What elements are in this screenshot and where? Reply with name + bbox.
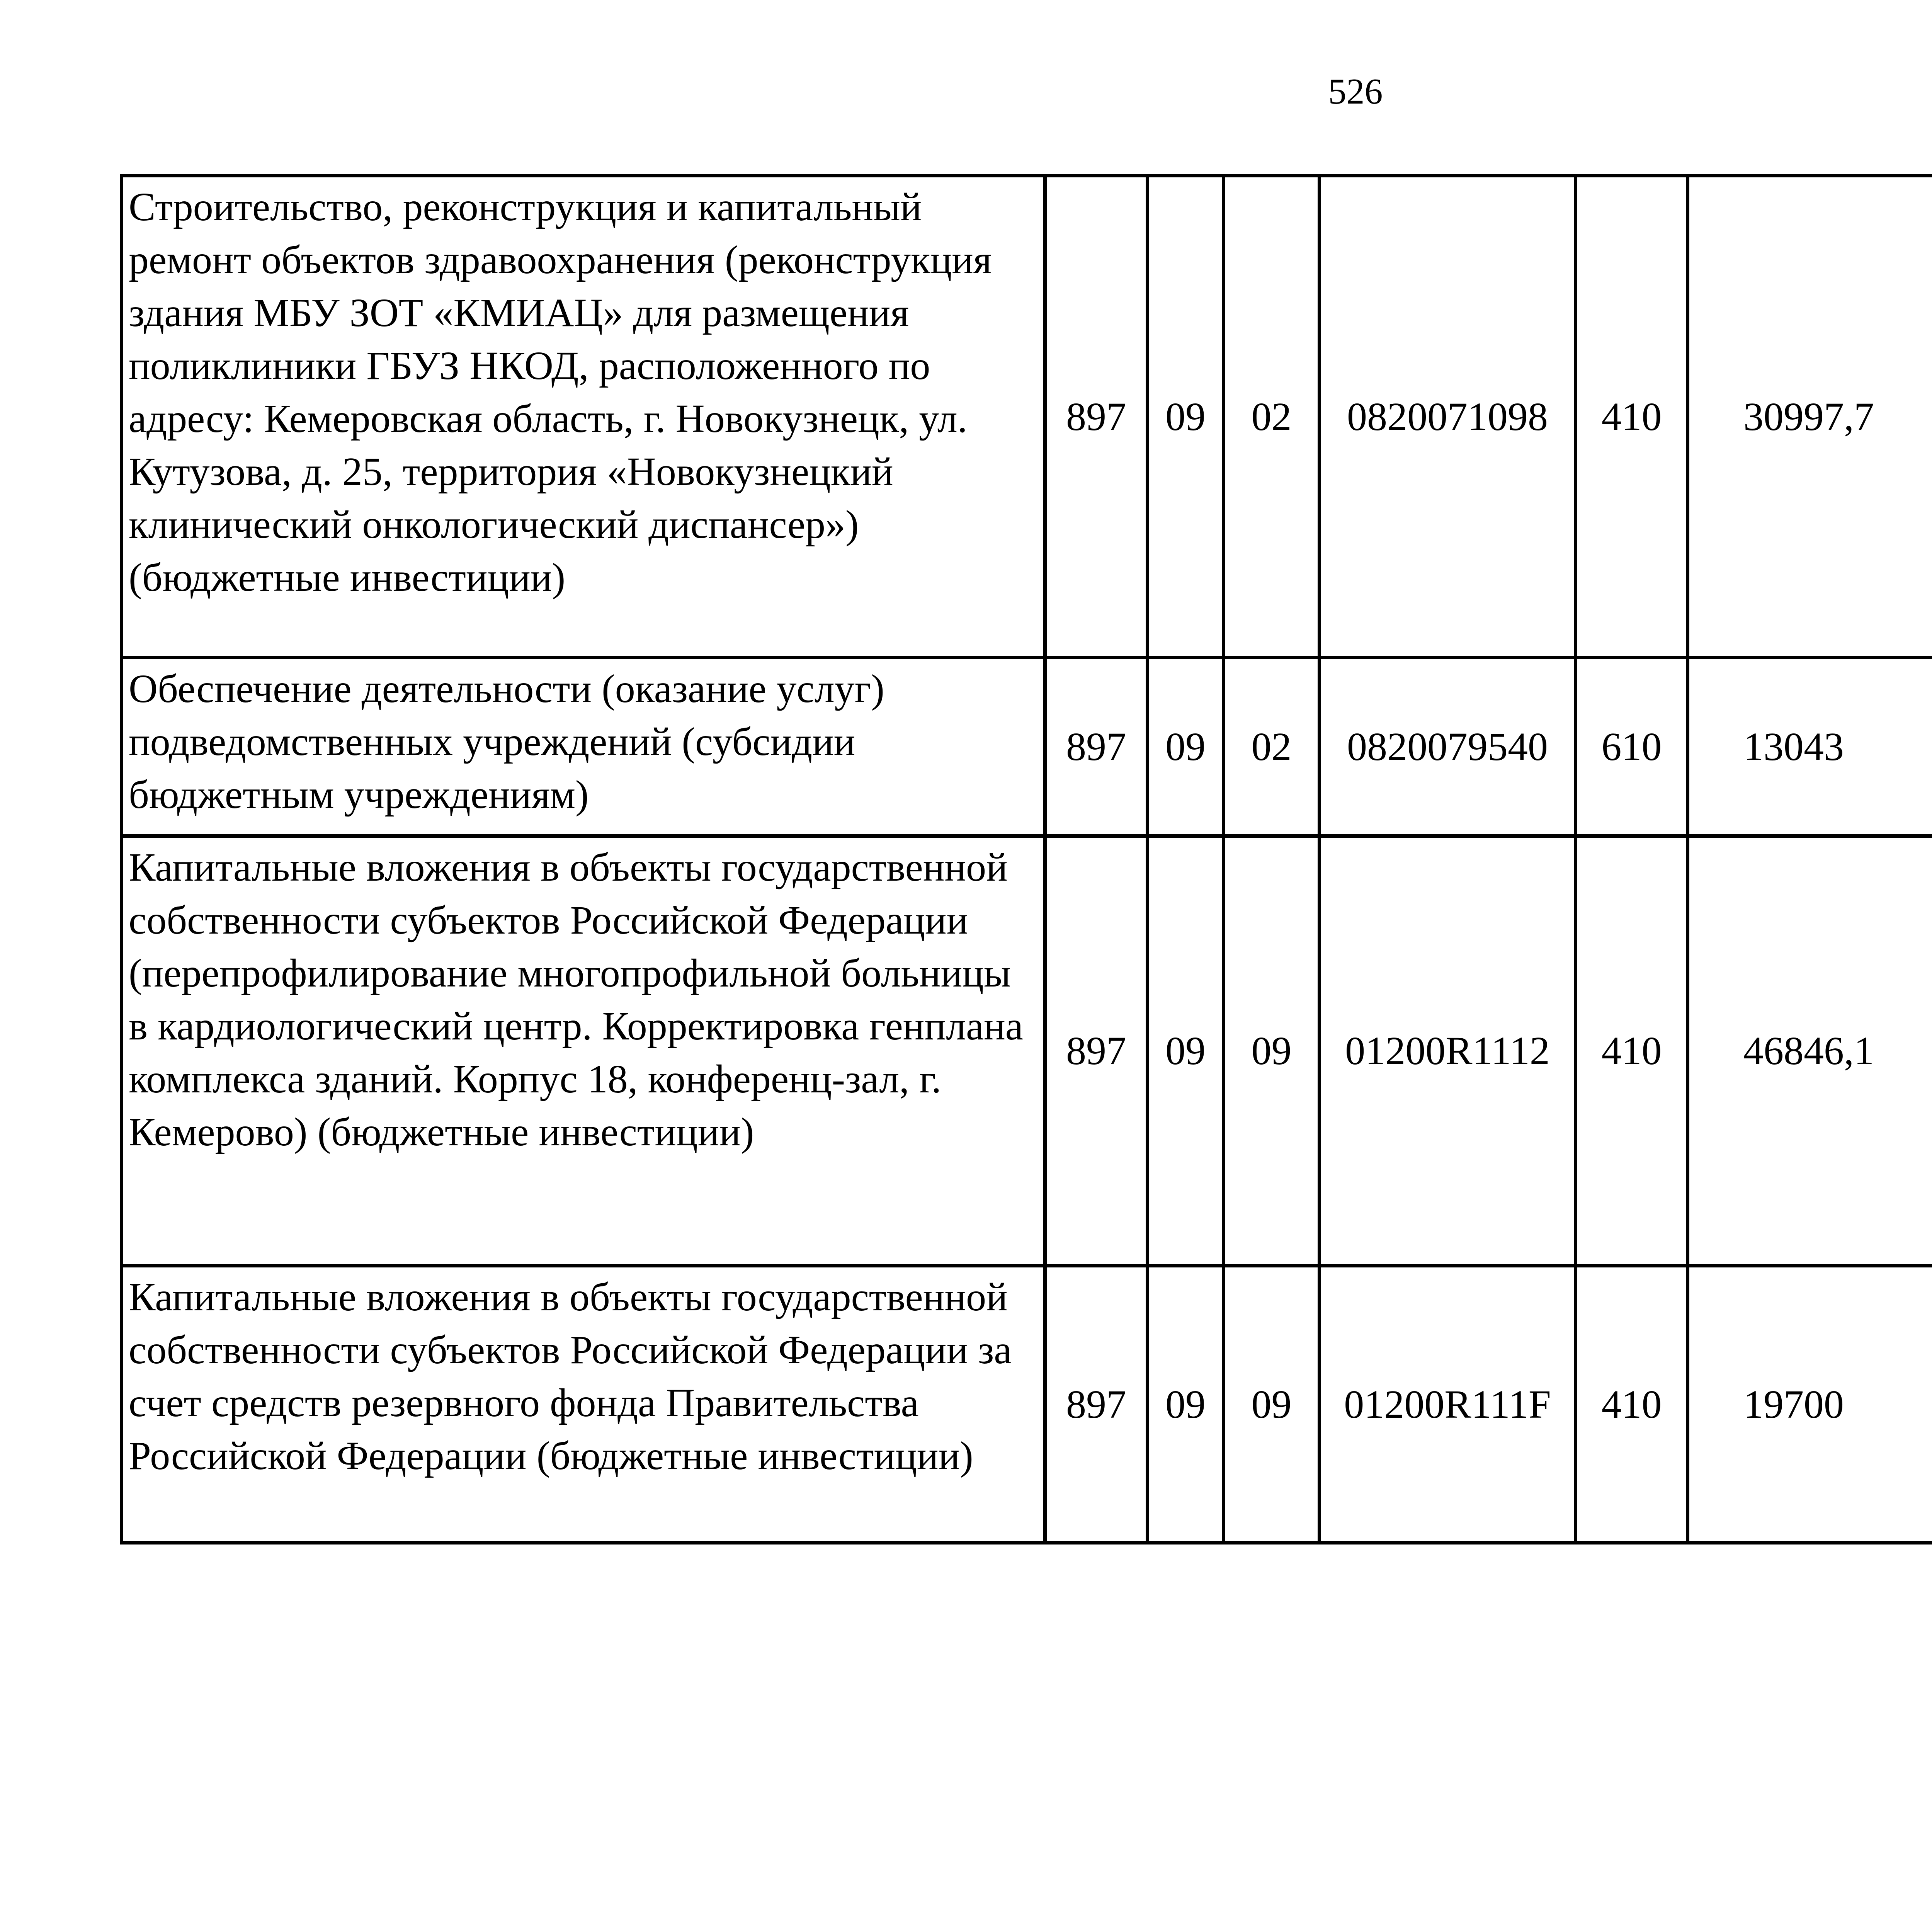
section-code: 09 — [1148, 836, 1224, 1266]
expense-description: Обеспечение деятельности (оказание услуг) подведомственных учреждений (субсидии бюджетным учреждениям) — [122, 658, 1045, 836]
expense-type-code: 410 — [1576, 1266, 1688, 1543]
table-row — [122, 836, 1932, 1266]
subsection-code: 02 — [1224, 658, 1320, 836]
table-row — [122, 658, 1932, 836]
section-code: 09 — [1148, 1266, 1224, 1543]
amount-1: 13043 — [1688, 658, 1932, 836]
expense-type-code: 610 — [1576, 658, 1688, 836]
budget-table — [120, 174, 1932, 1544]
section-code: 09 — [1148, 658, 1224, 836]
subsection-code: 09 — [1224, 1266, 1320, 1543]
ministry-code: 897 — [1045, 836, 1148, 1266]
amount-1: 46846,1 — [1688, 836, 1932, 1266]
target-article-code: 01200R1112 — [1320, 836, 1576, 1266]
subsection-code: 02 — [1224, 176, 1320, 658]
target-article-code: 01200R111F — [1320, 1266, 1576, 1543]
target-article-code: 0820079540 — [1320, 658, 1576, 836]
target-article-code: 0820071098 — [1320, 176, 1576, 658]
amount-1: 19700 — [1688, 1266, 1932, 1543]
ministry-code: 897 — [1045, 658, 1148, 836]
expense-type-code: 410 — [1576, 836, 1688, 1266]
table-row — [122, 176, 1932, 658]
expense-type-code: 410 — [1576, 176, 1688, 658]
ministry-code: 897 — [1045, 176, 1148, 658]
expense-description: Строительство, реконструкция и капитальный ремонт объектов здравоохранения (реконструкция здания МБУ ЗОТ «КМИАЦ» для размещения поликлиники ГБУЗ НКОД, расположенного по адресу: Кемеровская область, г. Новокузнецк, ул. Кутузова, д. 25, территория «Новокузнецкий клинический онкологический диспансер») (бюджетные инвестиции) — [122, 176, 1045, 658]
ministry-code: 897 — [1045, 1266, 1148, 1543]
expense-description: Капитальные вложения в объекты государственной собственности субъектов Российской Федерации (перепрофилирование многопрофильной больницы в кардиологический центр. Корректировка генплана комплекса зданий. Корпус 18, конференц-зал, г. Кемерово) (бюджетные инвестиции) — [122, 836, 1045, 1266]
section-code: 09 — [1148, 176, 1224, 658]
subsection-code: 09 — [1224, 836, 1320, 1266]
table-row — [122, 1266, 1932, 1543]
amount-1: 30997,7 — [1688, 176, 1932, 658]
expense-description: Капитальные вложения в объекты государственной собственности субъектов Российской Федерации за счет средств резервного фонда Правительства Российской Федерации (бюджетные инвестиции) — [122, 1266, 1045, 1543]
page-number: 526 — [1328, 71, 1383, 112]
